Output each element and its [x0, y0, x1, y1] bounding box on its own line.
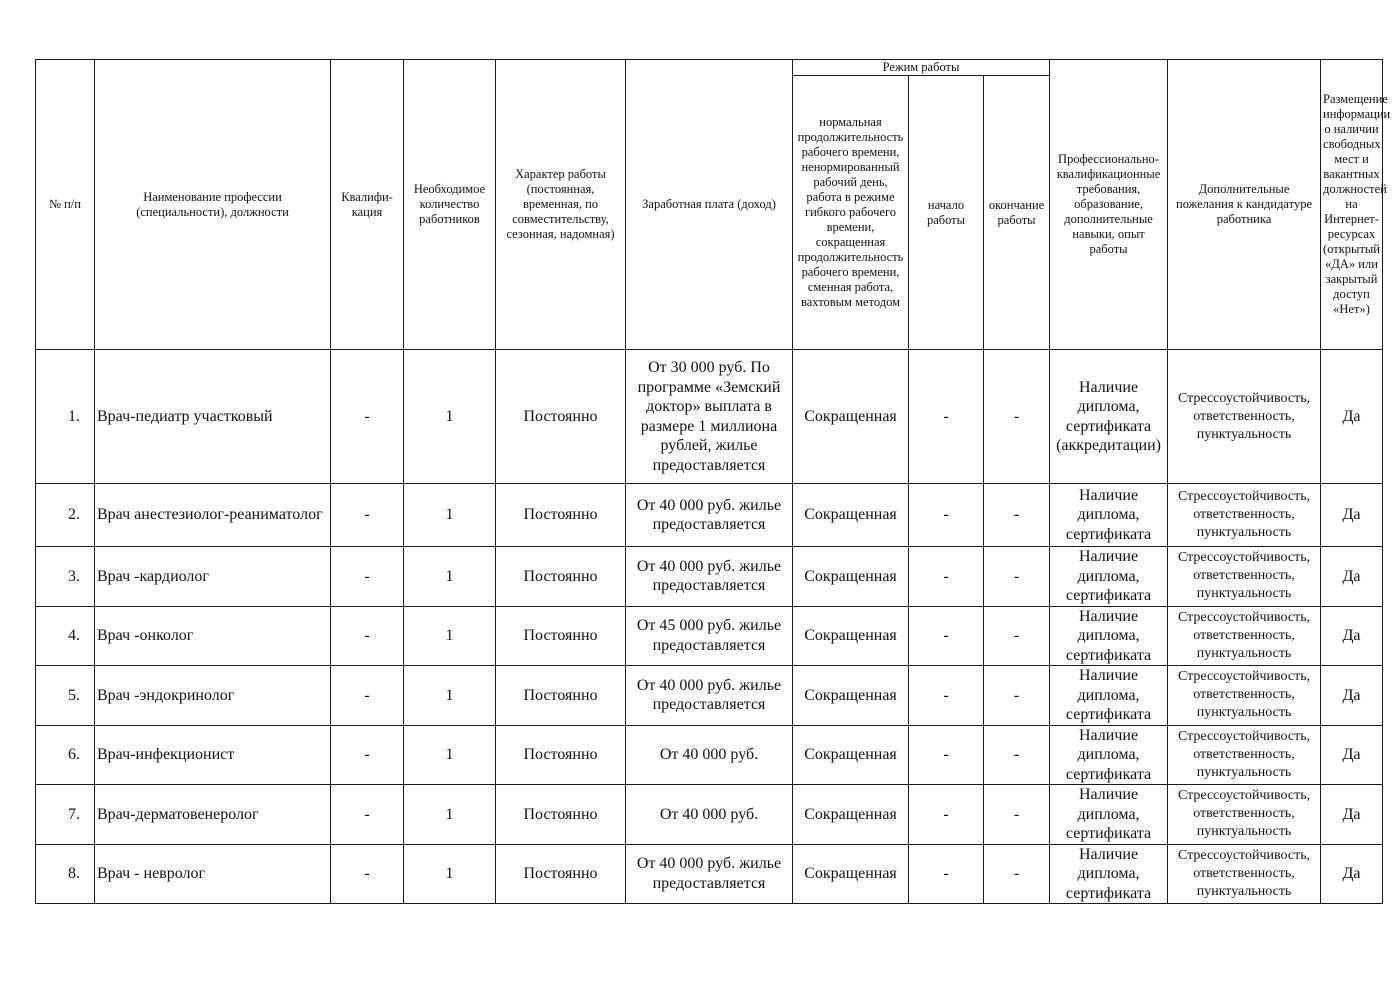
row-num: 2.	[36, 484, 95, 547]
row-mode: Сокращенная	[793, 484, 909, 547]
row-start: -	[909, 844, 984, 904]
row-end: -	[984, 484, 1050, 547]
header-requirements: Профессионально-квалификационные требования, образование, дополнительные навыки, опыт работы	[1050, 60, 1168, 350]
row-character: Постоянно	[496, 547, 626, 607]
row-requirements: Наличие диплома, сертификата	[1050, 844, 1168, 904]
row-mode: Сокращенная	[793, 725, 909, 785]
row-end: -	[984, 844, 1050, 904]
row-character: Постоянно	[496, 484, 626, 547]
row-mode: Сокращенная	[793, 350, 909, 484]
row-qualification: -	[331, 350, 404, 484]
table-row	[36, 666, 1383, 726]
header-qualification: Квалифи-кация	[331, 60, 404, 350]
row-count: 1	[404, 844, 496, 904]
row-requirements: Наличие диплома, сертификата	[1050, 666, 1168, 726]
row-posted: Да	[1321, 666, 1383, 726]
header-regime-end: окончание работы	[984, 76, 1050, 350]
table-row	[36, 484, 1383, 547]
row-salary: От 40 000 руб. жилье предоставляется	[626, 547, 793, 607]
row-qualification: -	[331, 785, 404, 845]
row-posted: Да	[1321, 844, 1383, 904]
row-wishes: Стрессоустойчивость, ответственность, пунктуальность	[1168, 666, 1321, 726]
row-qualification: -	[331, 725, 404, 785]
row-salary: От 40 000 руб.	[626, 725, 793, 785]
row-profession: Врач -эндокринолог	[95, 666, 331, 726]
row-qualification: -	[331, 547, 404, 607]
row-profession: Врач анестезиолог-реаниматолог	[95, 484, 331, 547]
row-wishes: Стрессоустойчивость, ответственность, пунктуальность	[1168, 725, 1321, 785]
row-requirements: Наличие диплома, сертификата	[1050, 547, 1168, 607]
row-num: 8.	[36, 844, 95, 904]
row-posted: Да	[1321, 606, 1383, 666]
header-num: № п/п	[36, 60, 95, 350]
row-count: 1	[404, 350, 496, 484]
row-end: -	[984, 606, 1050, 666]
row-requirements: Наличие диплома, сертификата	[1050, 606, 1168, 666]
row-count: 1	[404, 666, 496, 726]
row-mode: Сокращенная	[793, 606, 909, 666]
table-row	[36, 785, 1383, 845]
table-row	[36, 606, 1383, 666]
row-profession: Врач-дерматовенеролог	[95, 785, 331, 845]
row-posted: Да	[1321, 725, 1383, 785]
row-start: -	[909, 350, 984, 484]
row-character: Постоянно	[496, 666, 626, 726]
row-mode: Сокращенная	[793, 547, 909, 607]
header-posted: Размещение информации о наличии свободных мест и вакантных должностей на Интернет-ресурсах (открытый «ДА» или закрытый доступ «Нет»)	[1321, 60, 1383, 350]
row-qualification: -	[331, 606, 404, 666]
row-end: -	[984, 785, 1050, 845]
row-count: 1	[404, 725, 496, 785]
row-requirements: Наличие диплома, сертификата (аккредитации)	[1050, 350, 1168, 484]
table-row	[36, 547, 1383, 607]
table-row	[36, 725, 1383, 785]
row-start: -	[909, 484, 984, 547]
row-start: -	[909, 785, 984, 845]
row-num: 6.	[36, 725, 95, 785]
vacancy-document	[35, 59, 1391, 904]
row-character: Постоянно	[496, 785, 626, 845]
row-requirements: Наличие диплома, сертификата	[1050, 484, 1168, 547]
row-wishes: Стрессоустойчивость, ответственность, пунктуальность	[1168, 785, 1321, 845]
row-count: 1	[404, 484, 496, 547]
row-posted: Да	[1321, 785, 1383, 845]
row-posted: Да	[1321, 484, 1383, 547]
vacancy-table	[35, 59, 1391, 904]
row-start: -	[909, 547, 984, 607]
row-salary: От 40 000 руб.	[626, 785, 793, 845]
table-body	[36, 350, 1383, 904]
row-mode: Сокращенная	[793, 666, 909, 726]
header-count: Необходимое количество работников	[404, 60, 496, 350]
row-num: 5.	[36, 666, 95, 726]
row-salary: От 30 000 руб. По программе «Земский доктор» выплата в размере 1 миллиона рублей, жилье предоставляется	[626, 350, 793, 484]
row-count: 1	[404, 606, 496, 666]
row-num: 1.	[36, 350, 95, 484]
row-requirements: Наличие диплома, сертификата	[1050, 725, 1168, 785]
header-regime: Режим работы	[793, 60, 1050, 76]
row-end: -	[984, 725, 1050, 785]
header-wishes: Дополнительные пожелания к кандидатуре работника	[1168, 60, 1321, 350]
row-requirements: Наличие диплома, сертификата	[1050, 785, 1168, 845]
row-posted: Да	[1321, 350, 1383, 484]
row-start: -	[909, 606, 984, 666]
row-end: -	[984, 350, 1050, 484]
row-salary: От 40 000 руб. жилье предоставляется	[626, 666, 793, 726]
row-character: Постоянно	[496, 606, 626, 666]
row-wishes: Стрессоустойчивость, ответственность, пунктуальность	[1168, 350, 1321, 484]
row-salary: От 45 000 руб. жилье предоставляется	[626, 606, 793, 666]
row-character: Постоянно	[496, 725, 626, 785]
row-num: 3.	[36, 547, 95, 607]
row-end: -	[984, 666, 1050, 726]
row-wishes: Стрессоустойчивость, ответственность, пунктуальность	[1168, 484, 1321, 547]
row-wishes: Стрессоустойчивость, ответственность, пунктуальность	[1168, 844, 1321, 904]
table-row	[36, 350, 1383, 484]
row-character: Постоянно	[496, 844, 626, 904]
header-regime-start: начало работы	[909, 76, 984, 350]
row-qualification: -	[331, 666, 404, 726]
header-regime-mode: нормальная продолжительность рабочего времени, ненормированный рабочий день, работа в режиме гибкого рабочего времени, сокращенная продолжительность рабочего времени, сменная работа, вахтовым методом	[793, 76, 909, 350]
row-end: -	[984, 547, 1050, 607]
table-header	[36, 60, 1391, 350]
row-start: -	[909, 725, 984, 785]
row-start: -	[909, 666, 984, 726]
row-profession: Врач - невролог	[95, 844, 331, 904]
row-profession: Врач -кардиолог	[95, 547, 331, 607]
header-character: Характер работы (постоянная, временная, по совместительству, сезонная, надомная)	[496, 60, 626, 350]
row-posted: Да	[1321, 547, 1383, 607]
table-row	[36, 844, 1383, 904]
header-profession: Наименование профессии (специальности), должности	[95, 60, 331, 350]
row-mode: Сокращенная	[793, 785, 909, 845]
row-count: 1	[404, 547, 496, 607]
row-character: Постоянно	[496, 350, 626, 484]
row-qualification: -	[331, 484, 404, 547]
row-mode: Сокращенная	[793, 844, 909, 904]
row-salary: От 40 000 руб. жилье предоставляется	[626, 484, 793, 547]
row-count: 1	[404, 785, 496, 845]
row-wishes: Стрессоустойчивость, ответственность, пунктуальность	[1168, 547, 1321, 607]
row-profession: Врач -онколог	[95, 606, 331, 666]
row-wishes: Стрессоустойчивость, ответственность, пунктуальность	[1168, 606, 1321, 666]
row-num: 7.	[36, 785, 95, 845]
row-salary: От 40 000 руб. жилье предоставляется	[626, 844, 793, 904]
row-qualification: -	[331, 844, 404, 904]
row-profession: Врач-педиатр участковый	[95, 350, 331, 484]
row-num: 4.	[36, 606, 95, 666]
row-profession: Врач-инфекционист	[95, 725, 331, 785]
header-salary: Заработная плата (доход)	[626, 60, 793, 350]
